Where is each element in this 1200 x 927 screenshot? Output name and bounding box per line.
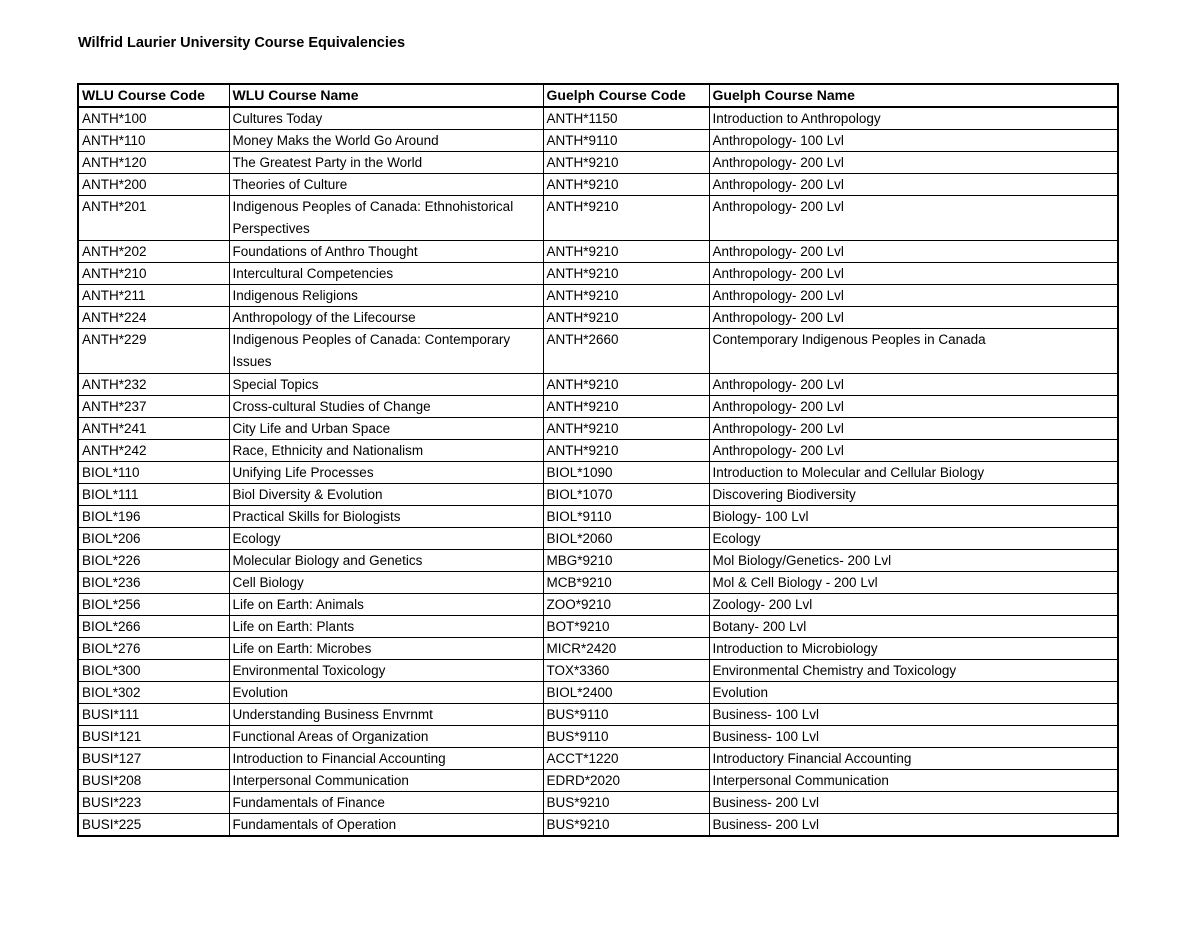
guelph-course-code-cell: ANTH*9210 — [543, 152, 709, 174]
table-row — [78, 174, 1118, 196]
wlu-course-code-cell: BIOL*236 — [78, 572, 229, 594]
wlu-course-code-cell: ANTH*201 — [78, 196, 229, 241]
guelph-course-code-cell: ANTH*9210 — [543, 374, 709, 396]
table-row — [78, 307, 1118, 329]
equivalency-table — [77, 83, 1119, 837]
table-row — [78, 616, 1118, 638]
guelph-course-name-cell: Introduction to Microbiology — [709, 638, 1118, 660]
guelph-course-code-cell: ANTH*9210 — [543, 396, 709, 418]
wlu-course-name-cell: Indigenous Peoples of Canada: Ethnohistorical Perspectives — [229, 196, 543, 241]
wlu-course-code-cell: BIOL*196 — [78, 506, 229, 528]
guelph-course-name-cell: Anthropology- 200 Lvl — [709, 440, 1118, 462]
wlu-course-code-cell: BIOL*302 — [78, 682, 229, 704]
guelph-course-name-cell: Anthropology- 200 Lvl — [709, 374, 1118, 396]
guelph-course-name-cell: Introduction to Anthropology — [709, 107, 1118, 130]
wlu-course-name-cell: Cross-cultural Studies of Change — [229, 396, 543, 418]
guelph-course-name-cell: Anthropology- 200 Lvl — [709, 285, 1118, 307]
header-guelph-course-name: Guelph Course Name — [709, 84, 1118, 107]
wlu-course-code-cell: BUSI*127 — [78, 748, 229, 770]
wlu-course-name-cell: Biol Diversity & Evolution — [229, 484, 543, 506]
table-row — [78, 285, 1118, 307]
table-row — [78, 550, 1118, 572]
guelph-course-name-cell: Interpersonal Communication — [709, 770, 1118, 792]
guelph-course-name-cell: Evolution — [709, 682, 1118, 704]
guelph-course-code-cell: BOT*9210 — [543, 616, 709, 638]
guelph-course-code-cell: ANTH*9210 — [543, 196, 709, 241]
table-row — [78, 726, 1118, 748]
wlu-course-code-cell: ANTH*241 — [78, 418, 229, 440]
guelph-course-name-cell: Ecology — [709, 528, 1118, 550]
guelph-course-name-cell: Anthropology- 200 Lvl — [709, 241, 1118, 263]
wlu-course-name-cell: Unifying Life Processes — [229, 462, 543, 484]
guelph-course-name-cell: Anthropology- 200 Lvl — [709, 307, 1118, 329]
guelph-course-name-cell: Anthropology- 200 Lvl — [709, 263, 1118, 285]
guelph-course-name-cell: Anthropology- 200 Lvl — [709, 196, 1118, 241]
wlu-course-name-cell: Money Maks the World Go Around — [229, 130, 543, 152]
guelph-course-code-cell: MCB*9210 — [543, 572, 709, 594]
wlu-course-name-cell: Indigenous Peoples of Canada: Contemporary Issues — [229, 329, 543, 374]
table-row — [78, 528, 1118, 550]
guelph-course-name-cell: Anthropology- 200 Lvl — [709, 418, 1118, 440]
table-row — [78, 130, 1118, 152]
guelph-course-code-cell: ANTH*9110 — [543, 130, 709, 152]
header-guelph-course-code: Guelph Course Code — [543, 84, 709, 107]
wlu-course-name-cell: Fundamentals of Finance — [229, 792, 543, 814]
table-row — [78, 396, 1118, 418]
wlu-course-code-cell: ANTH*120 — [78, 152, 229, 174]
table-row — [78, 704, 1118, 726]
guelph-course-code-cell: BIOL*2060 — [543, 528, 709, 550]
guelph-course-name-cell: Anthropology- 200 Lvl — [709, 174, 1118, 196]
wlu-course-name-cell: The Greatest Party in the World — [229, 152, 543, 174]
table-row — [78, 484, 1118, 506]
table-row — [78, 594, 1118, 616]
wlu-course-name-cell: Environmental Toxicology — [229, 660, 543, 682]
wlu-course-name-cell: Life on Earth: Plants — [229, 616, 543, 638]
table-header-row — [78, 84, 1118, 107]
guelph-course-name-cell: Biology- 100 Lvl — [709, 506, 1118, 528]
wlu-course-code-cell: ANTH*210 — [78, 263, 229, 285]
wlu-course-code-cell: BUSI*223 — [78, 792, 229, 814]
guelph-course-code-cell: ANTH*9210 — [543, 307, 709, 329]
wlu-course-code-cell: ANTH*242 — [78, 440, 229, 462]
table-row — [78, 572, 1118, 594]
table-row — [78, 263, 1118, 285]
wlu-course-name-cell: Cell Biology — [229, 572, 543, 594]
wlu-course-name-cell: City Life and Urban Space — [229, 418, 543, 440]
wlu-course-code-cell: BUSI*111 — [78, 704, 229, 726]
guelph-course-code-cell: ANTH*9210 — [543, 285, 709, 307]
wlu-course-name-cell: Cultures Today — [229, 107, 543, 130]
guelph-course-name-cell: Mol & Cell Biology - 200 Lvl — [709, 572, 1118, 594]
guelph-course-code-cell: MICR*2420 — [543, 638, 709, 660]
guelph-course-name-cell: Anthropology- 200 Lvl — [709, 396, 1118, 418]
guelph-course-code-cell: ANTH*2660 — [543, 329, 709, 374]
wlu-course-name-cell: Anthropology of the Lifecourse — [229, 307, 543, 329]
table-row — [78, 329, 1118, 374]
wlu-course-code-cell: BIOL*276 — [78, 638, 229, 660]
guelph-course-code-cell: BUS*9210 — [543, 814, 709, 837]
table-row — [78, 748, 1118, 770]
table-row — [78, 638, 1118, 660]
guelph-course-code-cell: ACCT*1220 — [543, 748, 709, 770]
wlu-course-name-cell: Introduction to Financial Accounting — [229, 748, 543, 770]
guelph-course-code-cell: ANTH*9210 — [543, 263, 709, 285]
wlu-course-name-cell: Practical Skills for Biologists — [229, 506, 543, 528]
guelph-course-code-cell: BIOL*1070 — [543, 484, 709, 506]
guelph-course-name-cell: Anthropology- 200 Lvl — [709, 152, 1118, 174]
wlu-course-name-cell: Interpersonal Communication — [229, 770, 543, 792]
wlu-course-name-cell: Special Topics — [229, 374, 543, 396]
guelph-course-name-cell: Business- 200 Lvl — [709, 814, 1118, 837]
guelph-course-name-cell: Business- 100 Lvl — [709, 704, 1118, 726]
guelph-course-code-cell: ANTH*9210 — [543, 418, 709, 440]
guelph-course-name-cell: Botany- 200 Lvl — [709, 616, 1118, 638]
guelph-course-code-cell: ANTH*9210 — [543, 241, 709, 263]
wlu-course-name-cell: Functional Areas of Organization — [229, 726, 543, 748]
table-row — [78, 814, 1118, 837]
guelph-course-name-cell: Business- 200 Lvl — [709, 792, 1118, 814]
table-row — [78, 196, 1118, 241]
guelph-course-code-cell: ANTH*9210 — [543, 440, 709, 462]
table-row — [78, 792, 1118, 814]
wlu-course-code-cell: ANTH*211 — [78, 285, 229, 307]
guelph-course-name-cell: Business- 100 Lvl — [709, 726, 1118, 748]
guelph-course-code-cell: BIOL*9110 — [543, 506, 709, 528]
wlu-course-code-cell: BUSI*121 — [78, 726, 229, 748]
guelph-course-code-cell: BUS*9210 — [543, 792, 709, 814]
table-row — [78, 682, 1118, 704]
table-row — [78, 107, 1118, 130]
wlu-course-code-cell: BIOL*111 — [78, 484, 229, 506]
guelph-course-code-cell: ZOO*9210 — [543, 594, 709, 616]
wlu-course-code-cell: BUSI*208 — [78, 770, 229, 792]
table-row — [78, 418, 1118, 440]
guelph-course-name-cell: Mol Biology/Genetics- 200 Lvl — [709, 550, 1118, 572]
wlu-course-name-cell: Evolution — [229, 682, 543, 704]
guelph-course-name-cell: Introduction to Molecular and Cellular Biology — [709, 462, 1118, 484]
guelph-course-code-cell: ANTH*1150 — [543, 107, 709, 130]
wlu-course-code-cell: ANTH*202 — [78, 241, 229, 263]
wlu-course-code-cell: ANTH*200 — [78, 174, 229, 196]
wlu-course-name-cell: Molecular Biology and Genetics — [229, 550, 543, 572]
header-wlu-course-name: WLU Course Name — [229, 84, 543, 107]
table-row — [78, 770, 1118, 792]
table-row — [78, 241, 1118, 263]
page-title: Wilfrid Laurier University Course Equivalencies — [78, 35, 406, 51]
wlu-course-code-cell: BIOL*256 — [78, 594, 229, 616]
wlu-course-code-cell: BIOL*206 — [78, 528, 229, 550]
wlu-course-name-cell: Understanding Business Envrnmt — [229, 704, 543, 726]
wlu-course-name-cell: Life on Earth: Microbes — [229, 638, 543, 660]
table-row — [78, 506, 1118, 528]
wlu-course-code-cell: ANTH*232 — [78, 374, 229, 396]
wlu-course-code-cell: BIOL*226 — [78, 550, 229, 572]
wlu-course-code-cell: ANTH*237 — [78, 396, 229, 418]
guelph-course-name-cell: Contemporary Indigenous Peoples in Canada — [709, 329, 1118, 374]
table-row — [78, 462, 1118, 484]
guelph-course-code-cell: BUS*9110 — [543, 726, 709, 748]
wlu-course-code-cell: ANTH*100 — [78, 107, 229, 130]
table-row — [78, 374, 1118, 396]
guelph-course-name-cell: Zoology- 200 Lvl — [709, 594, 1118, 616]
guelph-course-code-cell: ANTH*9210 — [543, 174, 709, 196]
wlu-course-code-cell: ANTH*224 — [78, 307, 229, 329]
wlu-course-name-cell: Intercultural Competencies — [229, 263, 543, 285]
table-row — [78, 660, 1118, 682]
wlu-course-name-cell: Fundamentals of Operation — [229, 814, 543, 837]
guelph-course-name-cell: Discovering Biodiversity — [709, 484, 1118, 506]
table-body — [78, 107, 1118, 836]
guelph-course-code-cell: BUS*9110 — [543, 704, 709, 726]
header-wlu-course-code: WLU Course Code — [78, 84, 229, 107]
wlu-course-code-cell: BIOL*266 — [78, 616, 229, 638]
guelph-course-code-cell: TOX*3360 — [543, 660, 709, 682]
table-row — [78, 440, 1118, 462]
wlu-course-code-cell: BUSI*225 — [78, 814, 229, 837]
wlu-course-name-cell: Indigenous Religions — [229, 285, 543, 307]
wlu-course-name-cell: Ecology — [229, 528, 543, 550]
table-row — [78, 152, 1118, 174]
guelph-course-name-cell: Environmental Chemistry and Toxicology — [709, 660, 1118, 682]
guelph-course-code-cell: EDRD*2020 — [543, 770, 709, 792]
wlu-course-code-cell: ANTH*110 — [78, 130, 229, 152]
wlu-course-code-cell: ANTH*229 — [78, 329, 229, 374]
wlu-course-name-cell: Foundations of Anthro Thought — [229, 241, 543, 263]
wlu-course-code-cell: BIOL*110 — [78, 462, 229, 484]
wlu-course-name-cell: Theories of Culture — [229, 174, 543, 196]
guelph-course-name-cell: Introductory Financial Accounting — [709, 748, 1118, 770]
wlu-course-code-cell: BIOL*300 — [78, 660, 229, 682]
guelph-course-code-cell: MBG*9210 — [543, 550, 709, 572]
guelph-course-code-cell: BIOL*2400 — [543, 682, 709, 704]
guelph-course-name-cell: Anthropology- 100 Lvl — [709, 130, 1118, 152]
wlu-course-name-cell: Life on Earth: Animals — [229, 594, 543, 616]
guelph-course-code-cell: BIOL*1090 — [543, 462, 709, 484]
wlu-course-name-cell: Race, Ethnicity and Nationalism — [229, 440, 543, 462]
